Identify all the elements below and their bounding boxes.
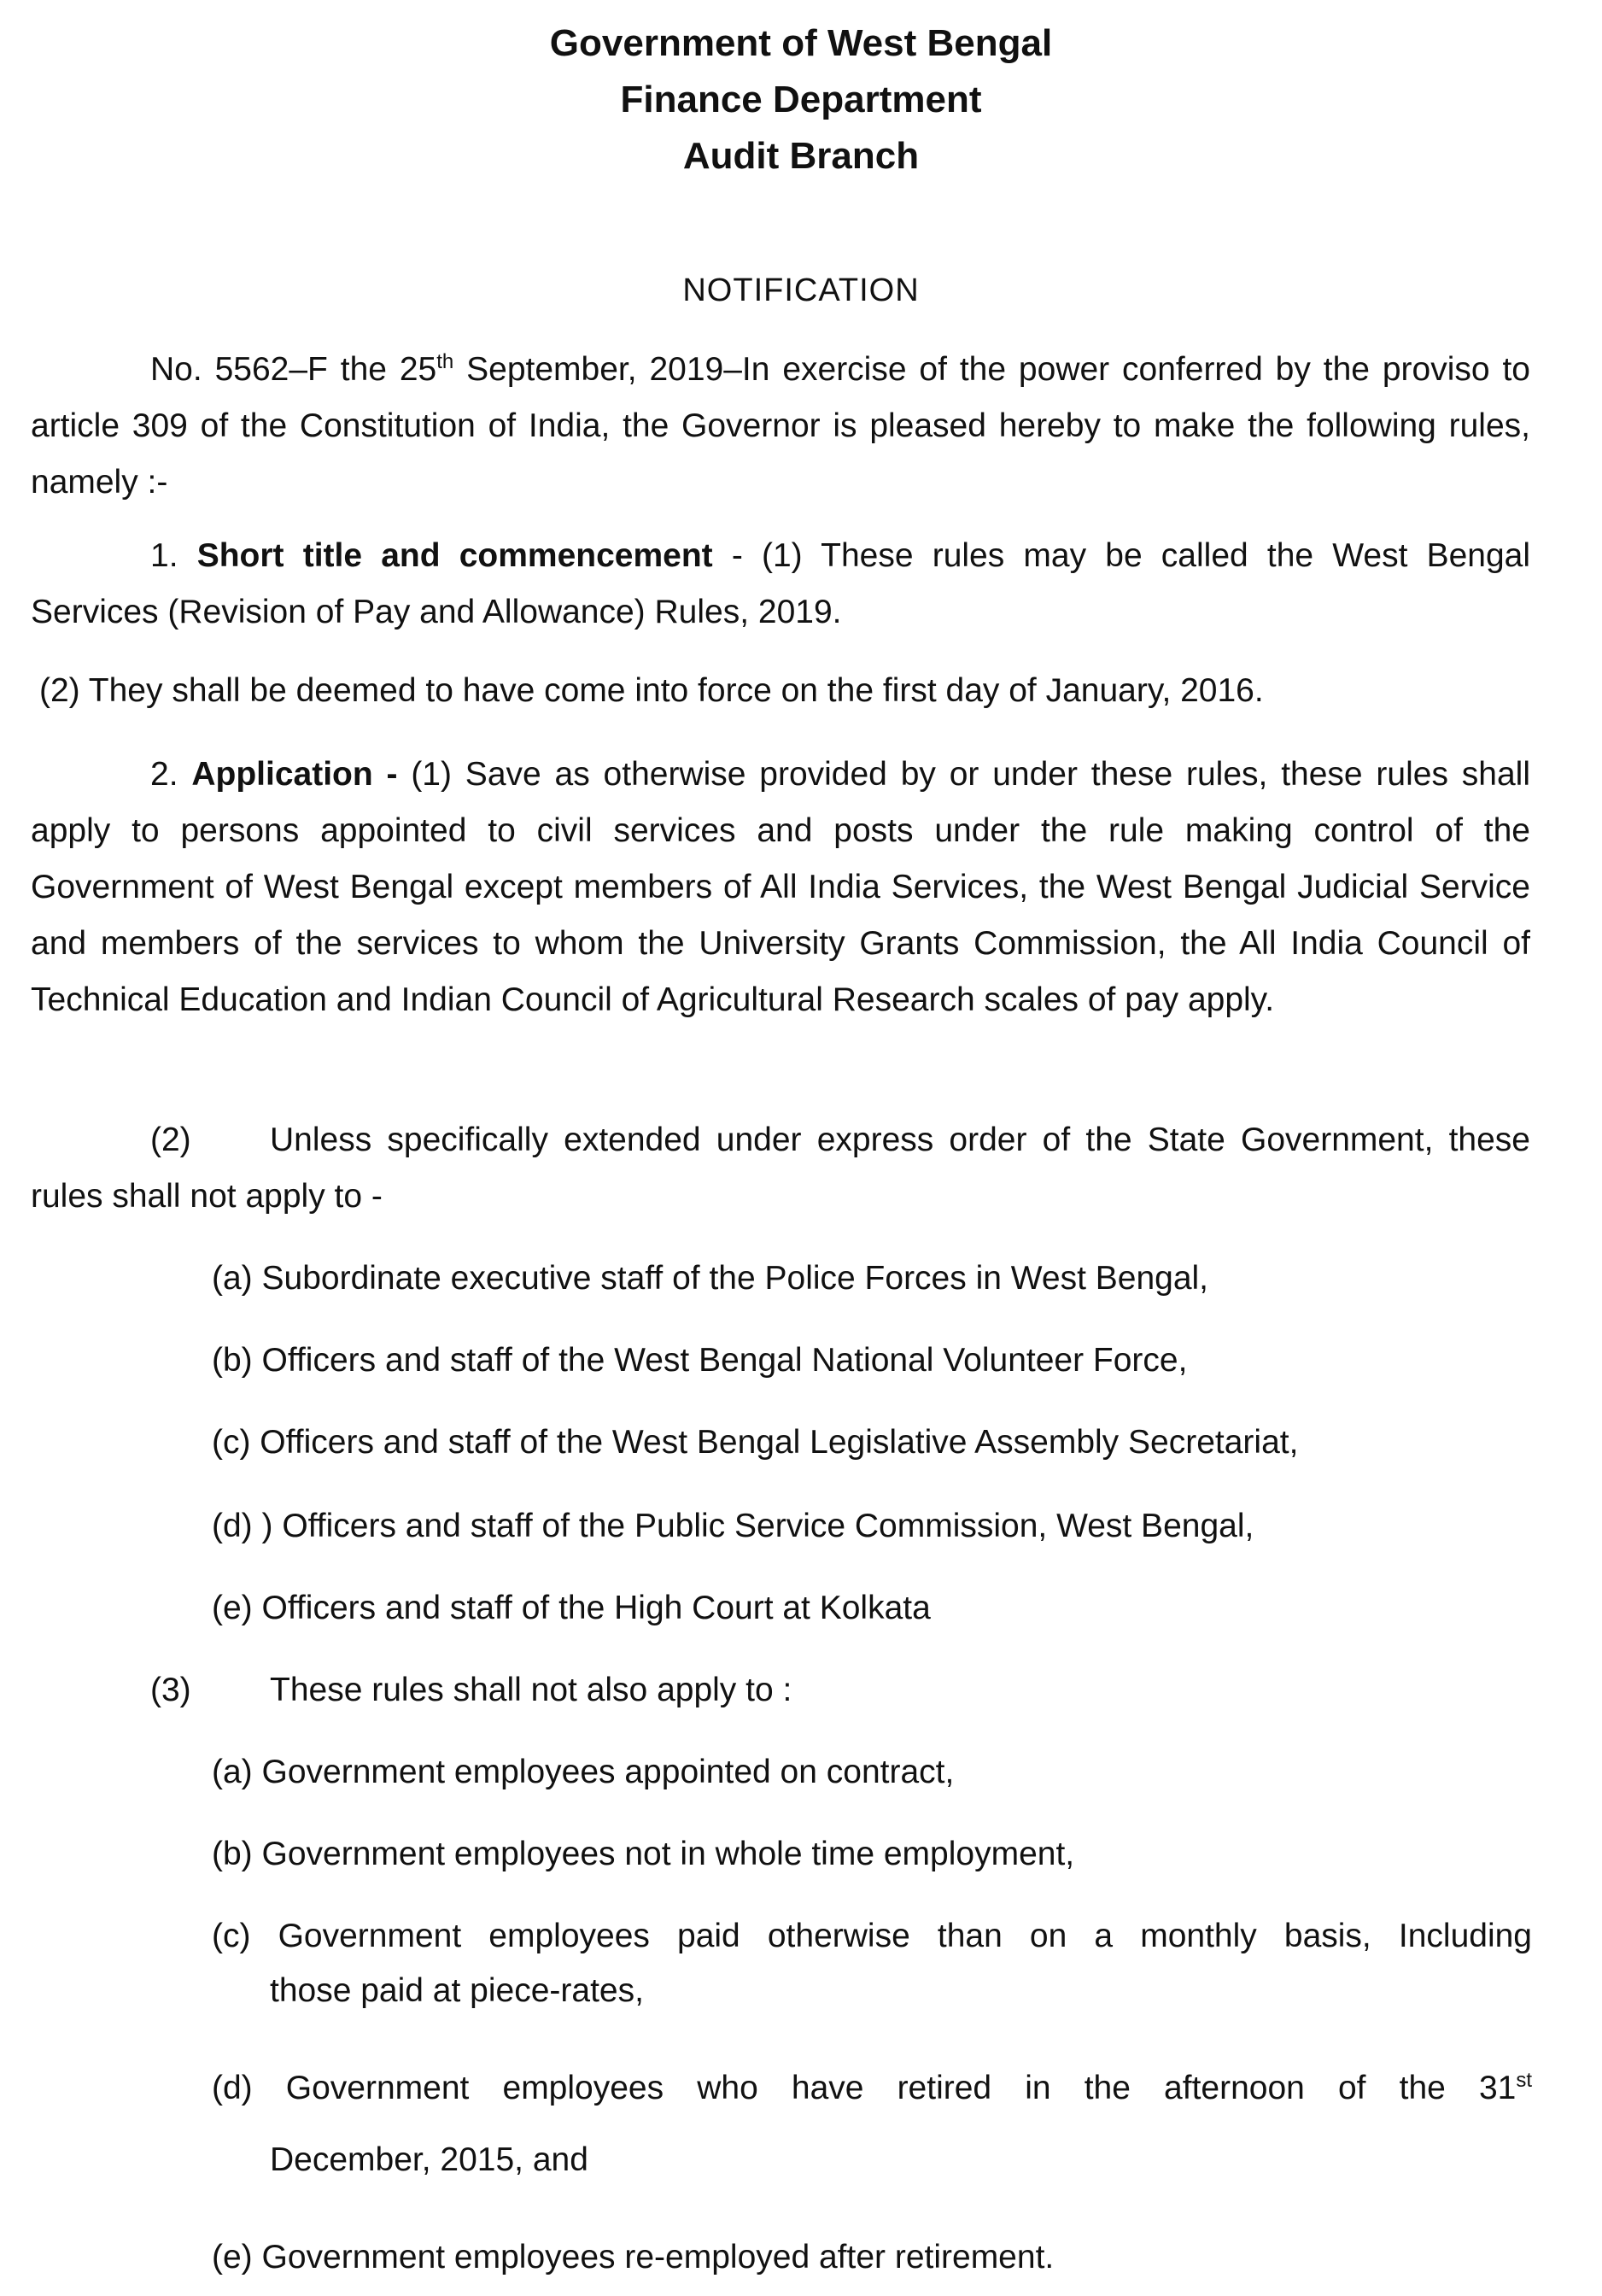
clause-2-label: (2) xyxy=(150,1122,191,1158)
list-item: (b) Government employees not in whole time employment, xyxy=(212,1836,1075,1872)
list-item-continuation: those paid at piece-rates, xyxy=(270,1972,644,2009)
list-item: (a) Government employees appointed on contract, xyxy=(212,1754,955,1790)
rule-1-number: 1. xyxy=(150,537,178,574)
intro-text-start: No. 5562–F the 25 xyxy=(150,351,437,388)
intro-superscript: th xyxy=(436,350,454,373)
list-item: (c) Officers and staff of the West Bengal Legislative Assembly Secretariat, xyxy=(212,1424,1299,1461)
header-government: Government of West Bengal xyxy=(549,22,1053,64)
rule-2-number: 2. xyxy=(150,756,178,793)
rule-1-text: - (1) These rules may be called the West Bengal Services (Revision of Pay and Allowance) Rules, 2019. xyxy=(31,537,1531,630)
list-item: (e) Government employees re-employed after retirement. xyxy=(212,2239,1055,2276)
header-department: Finance Department xyxy=(620,79,982,120)
list-item: (d) ) Officers and staff of the Public Service Commission, West Bengal, xyxy=(212,1508,1254,1544)
rule-2-heading: Application - xyxy=(191,756,398,793)
list-item: (c) Government employees paid otherwise than on a monthly basis, Including xyxy=(212,1918,1532,1954)
clause-2-text: Unless specifically extended under express order of the State Government, these rules shall not apply to - xyxy=(31,1122,1530,1215)
list-item xyxy=(212,2060,1532,2117)
list-item: (e) Officers and staff of the High Court at Kolkata xyxy=(212,1590,931,1626)
notification-title: NOTIFICATION xyxy=(682,272,920,308)
rule-1-paragraph xyxy=(31,528,1530,641)
list-item-continuation: December, 2015, and xyxy=(270,2141,588,2178)
document-header xyxy=(0,15,1602,184)
rule-2-clause-2 xyxy=(31,1112,1530,1225)
intro-text-end: September, 2019–In exercise of the power conferred by the proviso to article 309 of the Constitution of India, the Governor is pleased hereby to make the following rules, namely :- xyxy=(31,351,1530,501)
rule-1-heading: Short title and commencement xyxy=(196,537,713,574)
item-d-text: (d) Government employees who have retired in the afternoon of the 31 xyxy=(212,2070,1517,2106)
clause-3-label: (3) xyxy=(150,1672,191,1708)
rule-1-clause-2: (2) They shall be deemed to have come into force on the first day of January, 2016. xyxy=(39,672,1264,709)
clause-3-text: These rules shall not also apply to : xyxy=(270,1672,792,1708)
notification-intro xyxy=(31,342,1530,511)
rule-2-paragraph xyxy=(31,747,1530,1028)
header-branch: Audit Branch xyxy=(682,135,920,177)
item-d-superscript: st xyxy=(1516,2069,1532,2092)
rule-2-text: (1) Save as otherwise provided by or under these rules, these rules shall apply to persons appointed to civil services and posts under the rule making control of the Government of West Bengal except members of All India Services, the West Bengal Judicial Service and members of the services to whom the University Grants Commission, the All India Council of Technical Education and Indian Council of Agricultural Research scales of pay apply. xyxy=(31,756,1530,1018)
list-item: (a) Subordinate executive staff of the Police Forces in West Bengal, xyxy=(212,1260,1209,1297)
list-item: (b) Officers and staff of the West Bengal National Volunteer Force, xyxy=(212,1342,1188,1379)
